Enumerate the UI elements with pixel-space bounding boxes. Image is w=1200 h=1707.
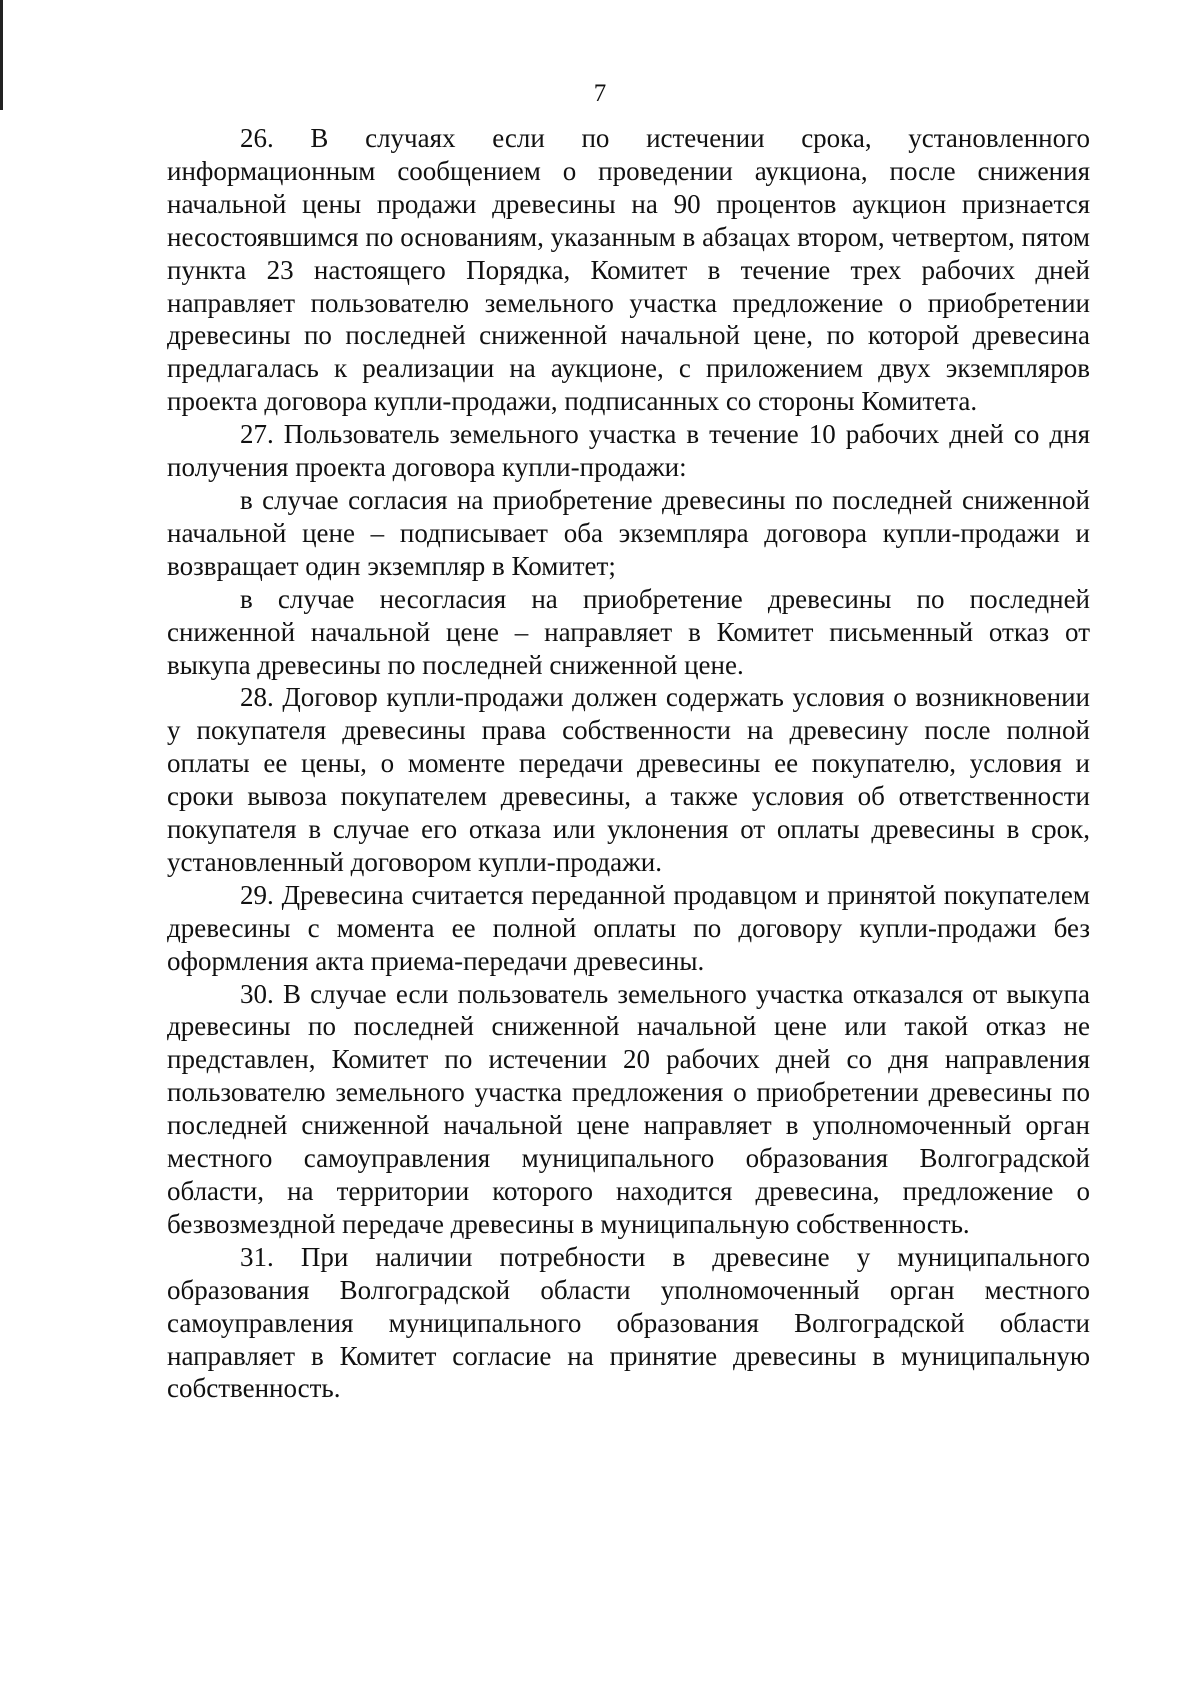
page-number: 7 [593, 80, 607, 107]
paragraph-30: 30. В случае если пользователь земельного участка отказался от выкупа древесины по последней сниженной начальной цене или такой отказ не представлен, Комитет по истечении 20 рабочих дней со дня направления пользователю земельного участка предложения о приобретении древесины по последней сниженной начальной цене направляет в уполномоченный орган местного самоуправления муниципального образования Волгоградской области, на территории которого находится древесина, предложение о безвозмездной передаче древесины в муниципальную собственность. [167, 978, 1090, 1239]
document-body [167, 122, 1090, 1405]
paragraph-31: 31. При наличии потребности в древесине у муниципального образования Волгоградской области уполномоченный орган местного самоуправления муниципального образования Волгоградской области направляет в Комитет согласие на принятие древесины в муниципальную собственность. [167, 1241, 1090, 1404]
paragraph-27-refusal: в случае несогласия на приобретение древесины по последней сниженной начальной цене – направляет в Комитет письменный отказ от выкупа древесины по последней сниженной цене. [167, 583, 1090, 680]
paragraph-29: 29. Древесина считается переданной продавцом и принятой покупателем древесины с момента ее полной оплаты по договору купли-продажи без оформления акта приема-передачи древесины. [167, 879, 1090, 976]
paragraph-27-consent: в случае согласия на приобретение древесины по последней сниженной начальной цене – подписывает оба экземпляра договора купли-продажи и возвращает один экземпляр в Комитет; [167, 484, 1090, 581]
paragraph-26: 26. В случаях если по истечении срока, установленного информационным сообщением о проведении аукциона, после снижения начальной цены продажи древесины на 90 процентов аукцион признается несостоявшимся по основаниям, указанным в абзацах втором, четвертом, пятом пункта 23 настоящего Порядка, Комитет в течение трех рабочих дней направляет пользователю земельного участка предложение о приобретении древесины по последней сниженной начальной цене, по которой древесина предлагалась к реализации на аукционе, с приложением двух экземпляров проекта договора купли-продажи, подписанных со стороны Комитета. [167, 123, 1090, 417]
paragraph-27: 27. Пользователь земельного участка в течение 10 рабочих дней со дня получения проекта договора купли-продажи: [167, 419, 1090, 483]
paragraph-28: 28. Договор купли-продажи должен содержать условия о возникновении у покупателя древесины права собственности на древесину после полной оплаты ее цены, о моменте передачи древесины ее покупателю, условия и сроки вывоза покупателем древесины, а также условия об ответственности покупателя в случае его отказа или уклонения от оплаты древесины в срок, установленный договором купли-продажи. [167, 682, 1090, 877]
